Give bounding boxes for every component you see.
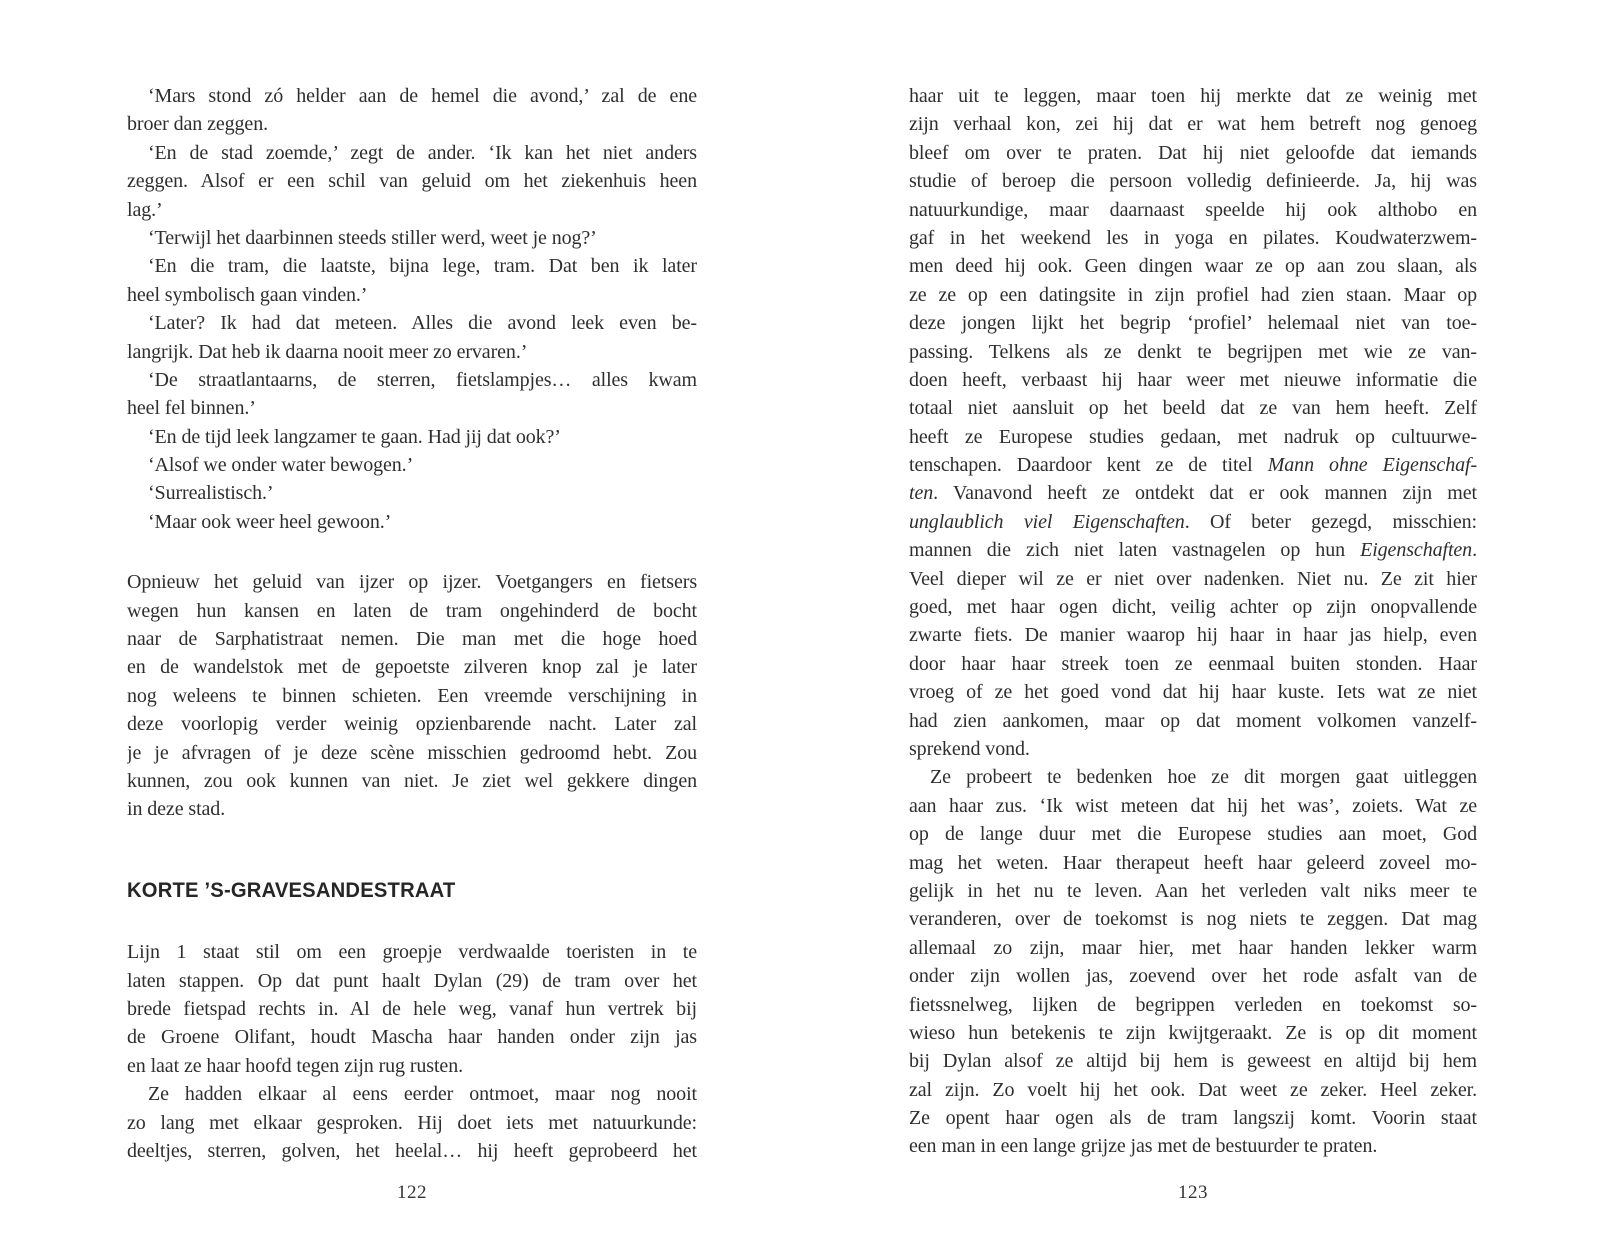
text-line [127, 451, 697, 479]
text-line [909, 962, 1477, 990]
text-line [909, 905, 1477, 933]
text-run: en laat ze haar hoofd tegen zijn rug rusten. [127, 1054, 464, 1077]
text-run: onder zijn wollen jas, zoevend over het rode asfalt van de [909, 965, 1477, 988]
text-line [909, 849, 1477, 877]
text-line [127, 479, 697, 507]
text-run: had zien aankomen, maar op dat moment volkomen vanzelf- [909, 709, 1477, 732]
text-line [909, 479, 1477, 507]
text-run: heeft ze Europese studies gedaan, met nadruk op cultuurwe- [909, 425, 1477, 448]
text-run: tenschapen. Daardoor kent ze de titel [909, 454, 1268, 477]
page-number-left: 122 [397, 1182, 427, 1203]
text-run: laten stappen. Op dat punt haalt Dylan (29) de tram over het [127, 969, 697, 992]
text-line [909, 678, 1477, 706]
text-run: wieso hun betekenis te zijn kwijtgeraakt. Ze is op dit moment [909, 1021, 1477, 1044]
text-line [909, 650, 1477, 678]
text-run: langrijk. Dat heb ik daarna nooit meer zo ervaren.’ [127, 340, 528, 363]
text-line [909, 934, 1477, 962]
text-line [909, 565, 1477, 593]
text-run: naar de Sarphatistraat nemen. Die man met die hoge hoed [127, 628, 697, 651]
text-run: ‘Maar ook weer heel gewoon.’ [148, 510, 392, 533]
text-run: zeggen. Alsof er een schil van geluid om het ziekenhuis heen [127, 170, 697, 193]
text-line [127, 224, 697, 252]
text-line [127, 196, 697, 224]
text-line [909, 423, 1477, 451]
text-line [127, 795, 697, 823]
text-line [909, 82, 1477, 110]
text-line [127, 1052, 697, 1080]
text-run: goed, met haar ogen dicht, veilig achter op zijn onopvallende [909, 596, 1477, 619]
text-line [909, 309, 1477, 337]
text-line [127, 1023, 697, 1051]
text-run: ‘Alsof we onder water bewogen.’ [148, 454, 414, 477]
text-line [127, 82, 697, 110]
page-number-right: 123 [1178, 1182, 1208, 1203]
text-line [127, 767, 697, 795]
text-run: ‘En de tijd leek langzamer te gaan. Had jij dat ook?’ [148, 425, 561, 448]
text-run: mag het weten. Haar therapeut heeft haar geleerd zoveel mo- [909, 851, 1477, 874]
text-line [127, 938, 697, 966]
text-line [127, 394, 697, 422]
text-line [127, 338, 697, 366]
text-line [127, 423, 697, 451]
text-run: studie of beroep die persoon volledig definieerde. Ja, hij was [909, 170, 1477, 193]
italic-text: ten [909, 482, 934, 505]
text-line [127, 597, 697, 625]
text-run: gaf in het weekend les in yoga en pilates. Koudwaterzwem- [909, 226, 1477, 249]
text-run: vroeg of ze het goed vond dat hij haar kuste. Iets wat ze niet [909, 681, 1477, 704]
text-line [909, 763, 1477, 791]
text-line [127, 568, 697, 596]
text-run: Opnieuw het geluid van ijzer op ijzer. Voetgangers en fietsers [127, 571, 697, 594]
text-run: aan haar zus. ‘Ik wist meteen dat hij het was’, zoiets. Wat ze [909, 794, 1477, 817]
text-line [909, 196, 1477, 224]
text-run: in deze stad. [127, 798, 226, 821]
text-run: ‘Terwijl het daarbinnen steeds stiller werd, weet je nog?’ [148, 226, 597, 249]
text-run: natuurkundige, maar daarnaast speelde hij ook althobo en [909, 198, 1477, 221]
text-line [909, 139, 1477, 167]
text-run: sprekend vond. [909, 737, 1030, 760]
text-line [909, 536, 1477, 564]
text-run: wegen hun kansen en laten de tram ongehinderd de bocht [127, 599, 697, 622]
text-line [127, 139, 697, 167]
text-line [909, 1019, 1477, 1047]
text-run: bij Dylan alsof ze altijd bij hem is geweest en altijd bij hem [909, 1050, 1477, 1073]
text-run: heel fel binnen.’ [127, 397, 256, 420]
text-line [127, 167, 697, 195]
text-run: ‘Later? Ik had dat meteen. Alles die avond leek even be- [148, 312, 697, 335]
text-line [909, 110, 1477, 138]
text-run: zo lang met elkaar gesproken. Hij doet iets met natuurkunde: [127, 1111, 697, 1134]
text-run: ‘De straatlantaarns, de sterren, fietslampjes… alles kwam [148, 368, 697, 391]
text-line [909, 281, 1477, 309]
italic-text: Mann ohne Eigenschaf- [1267, 454, 1477, 477]
text-run: je je afvragen of je deze scène misschien gedroomd hebt. Zou [127, 741, 697, 764]
text-run: brede fietspad rechts in. Al de hele weg, vanaf hun vertrek bij [127, 997, 697, 1020]
text-run: doen heeft, verbaast hij haar weer met nieuwe informatie die [909, 368, 1477, 391]
text-run: . Of beter gezegd, misschien: [1184, 510, 1477, 533]
text-run: Ze probeert te bedenken hoe ze dit morgen gaat uitleggen [930, 766, 1477, 789]
text-line [127, 110, 697, 138]
text-run: Veel dieper wil ze er niet over nadenken. Niet nu. Ze zit hier [909, 567, 1477, 590]
text-line [909, 820, 1477, 848]
text-run: men deed hij ook. Geen dingen waar ze op aan zou slaan, als [909, 255, 1477, 278]
text-line [909, 1132, 1477, 1160]
text-line [127, 1109, 697, 1137]
text-line [127, 508, 697, 536]
text-line [127, 739, 697, 767]
italic-text: Eigenschaften [1360, 539, 1473, 562]
text-line [909, 394, 1477, 422]
text-line [127, 281, 697, 309]
text-run: . [1472, 539, 1477, 562]
text-run: deeltjes, sterren, golven, het heelal… hij heeft geprobeerd het [127, 1139, 697, 1162]
text-line [127, 967, 697, 995]
text-run: haar uit te leggen, maar toen hij merkte dat ze weinig met [909, 85, 1477, 107]
text-line [909, 1076, 1477, 1104]
text-line [909, 593, 1477, 621]
text-line [127, 995, 697, 1023]
text-line [127, 710, 697, 738]
text-run: zal zijn. Zo voelt hij het ook. Dat weet ze zeker. Heel zeker. [909, 1078, 1477, 1101]
text-line [909, 707, 1477, 735]
text-run: lag.’ [127, 198, 163, 221]
text-run: op de lange duur met die Europese studies aan moet, God [909, 823, 1477, 846]
text-line [127, 252, 697, 280]
text-line [909, 1047, 1477, 1075]
text-run: heel symbolisch gaan vinden.’ [127, 283, 368, 306]
text-run: bleef om over te praten. Dat hij niet geloofde dat iemands [909, 141, 1477, 164]
text-run: Ze opent haar ogen als de tram langszij komt. Voorin staat [909, 1107, 1477, 1130]
text-run: de Groene Olifant, houdt Mascha haar handen onder zijn jas [127, 1026, 697, 1049]
text-line [909, 621, 1477, 649]
text-run: zwarte fiets. De manier waarop hij haar in haar jas hielp, even [909, 624, 1477, 647]
right-page [909, 82, 1477, 1161]
text-run: fietssnelweg, lijken de begrippen verleden en toekomst so- [909, 993, 1477, 1016]
text-run: ze ze op een datingsite in zijn profiel had zien staan. Maar op [909, 283, 1477, 306]
text-line [127, 1137, 697, 1165]
text-line [127, 653, 697, 681]
text-run: allemaal zo zijn, maar hier, met haar handen lekker warm [909, 936, 1477, 959]
text-run: ‘En de stad zoemde,’ zegt de ander. ‘Ik kan het niet anders [148, 141, 697, 164]
text-line [127, 366, 697, 394]
text-line [909, 1104, 1477, 1132]
text-run: deze voorlopig verder weinig opzienbarende nacht. Later zal [127, 713, 697, 736]
text-run: broer dan zeggen. [127, 113, 269, 136]
text-line [909, 224, 1477, 252]
text-run: Ze hadden elkaar al eens eerder ontmoet, maar nog nooit [148, 1083, 697, 1106]
text-run: door haar haar streek toen ze eenmaal buiten stonden. Haar [909, 652, 1477, 675]
text-run: veranderen, over de toekomst is nog niets te zeggen. Dat mag [909, 908, 1477, 931]
text-run: ‘En die tram, die laatste, bijna lege, tram. Dat ben ik later [148, 255, 697, 278]
text-line [127, 682, 697, 710]
text-line [909, 735, 1477, 763]
text-run: Lijn 1 staat stil om een groepje verdwaalde toeristen in te [127, 941, 697, 964]
text-line [909, 991, 1477, 1019]
text-run: totaal niet aansluit op het beeld dat ze van hem heeft. Zelf [909, 397, 1477, 420]
text-line [909, 877, 1477, 905]
text-run: ‘Surrealistisch.’ [148, 482, 274, 505]
text-run: ‘Mars stond zó helder aan de hemel die avond,’ zal de ene [148, 85, 697, 107]
text-line [127, 1080, 697, 1108]
text-run: een man in een lange grijze jas met de bestuurder te praten. [909, 1135, 1378, 1158]
text-run: . Vanavond heeft ze ontdekt dat er ook mannen zijn met [933, 482, 1477, 505]
left-page [127, 82, 697, 1165]
text-line [909, 451, 1477, 479]
text-line [909, 338, 1477, 366]
text-line [127, 625, 697, 653]
text-run: deze jongen lijkt het begrip ‘profiel’ helemaal niet van toe- [909, 312, 1477, 335]
text-line [909, 252, 1477, 280]
section-heading: KORTE ’S-GRAVESANDESTRAAT [127, 877, 456, 902]
text-run: nog weleens te binnen schieten. Een vreemde verschijning in [127, 684, 697, 707]
text-run: gelijk in het nu te leven. Aan het verleden valt niks meer te [909, 879, 1477, 902]
text-run: en de wandelstok met de gepoetste zilveren knop zal je later [127, 656, 697, 679]
text-line [909, 508, 1477, 536]
text-line [909, 366, 1477, 394]
italic-text: unglaublich viel Eigenschaften [909, 510, 1185, 533]
text-run: kunnen, zou ook kunnen van niet. Je ziet wel gekkere dingen [127, 769, 697, 792]
text-line [909, 167, 1477, 195]
text-run: mannen die zich niet laten vastnagelen op hun [909, 539, 1361, 562]
text-run: zijn verhaal kon, zei hij dat er wat hem betreft nog genoeg [909, 113, 1477, 136]
text-line [127, 309, 697, 337]
text-line [909, 792, 1477, 820]
text-run: passing. Telkens als ze denkt te begrijpen met wie ze van- [909, 340, 1477, 363]
